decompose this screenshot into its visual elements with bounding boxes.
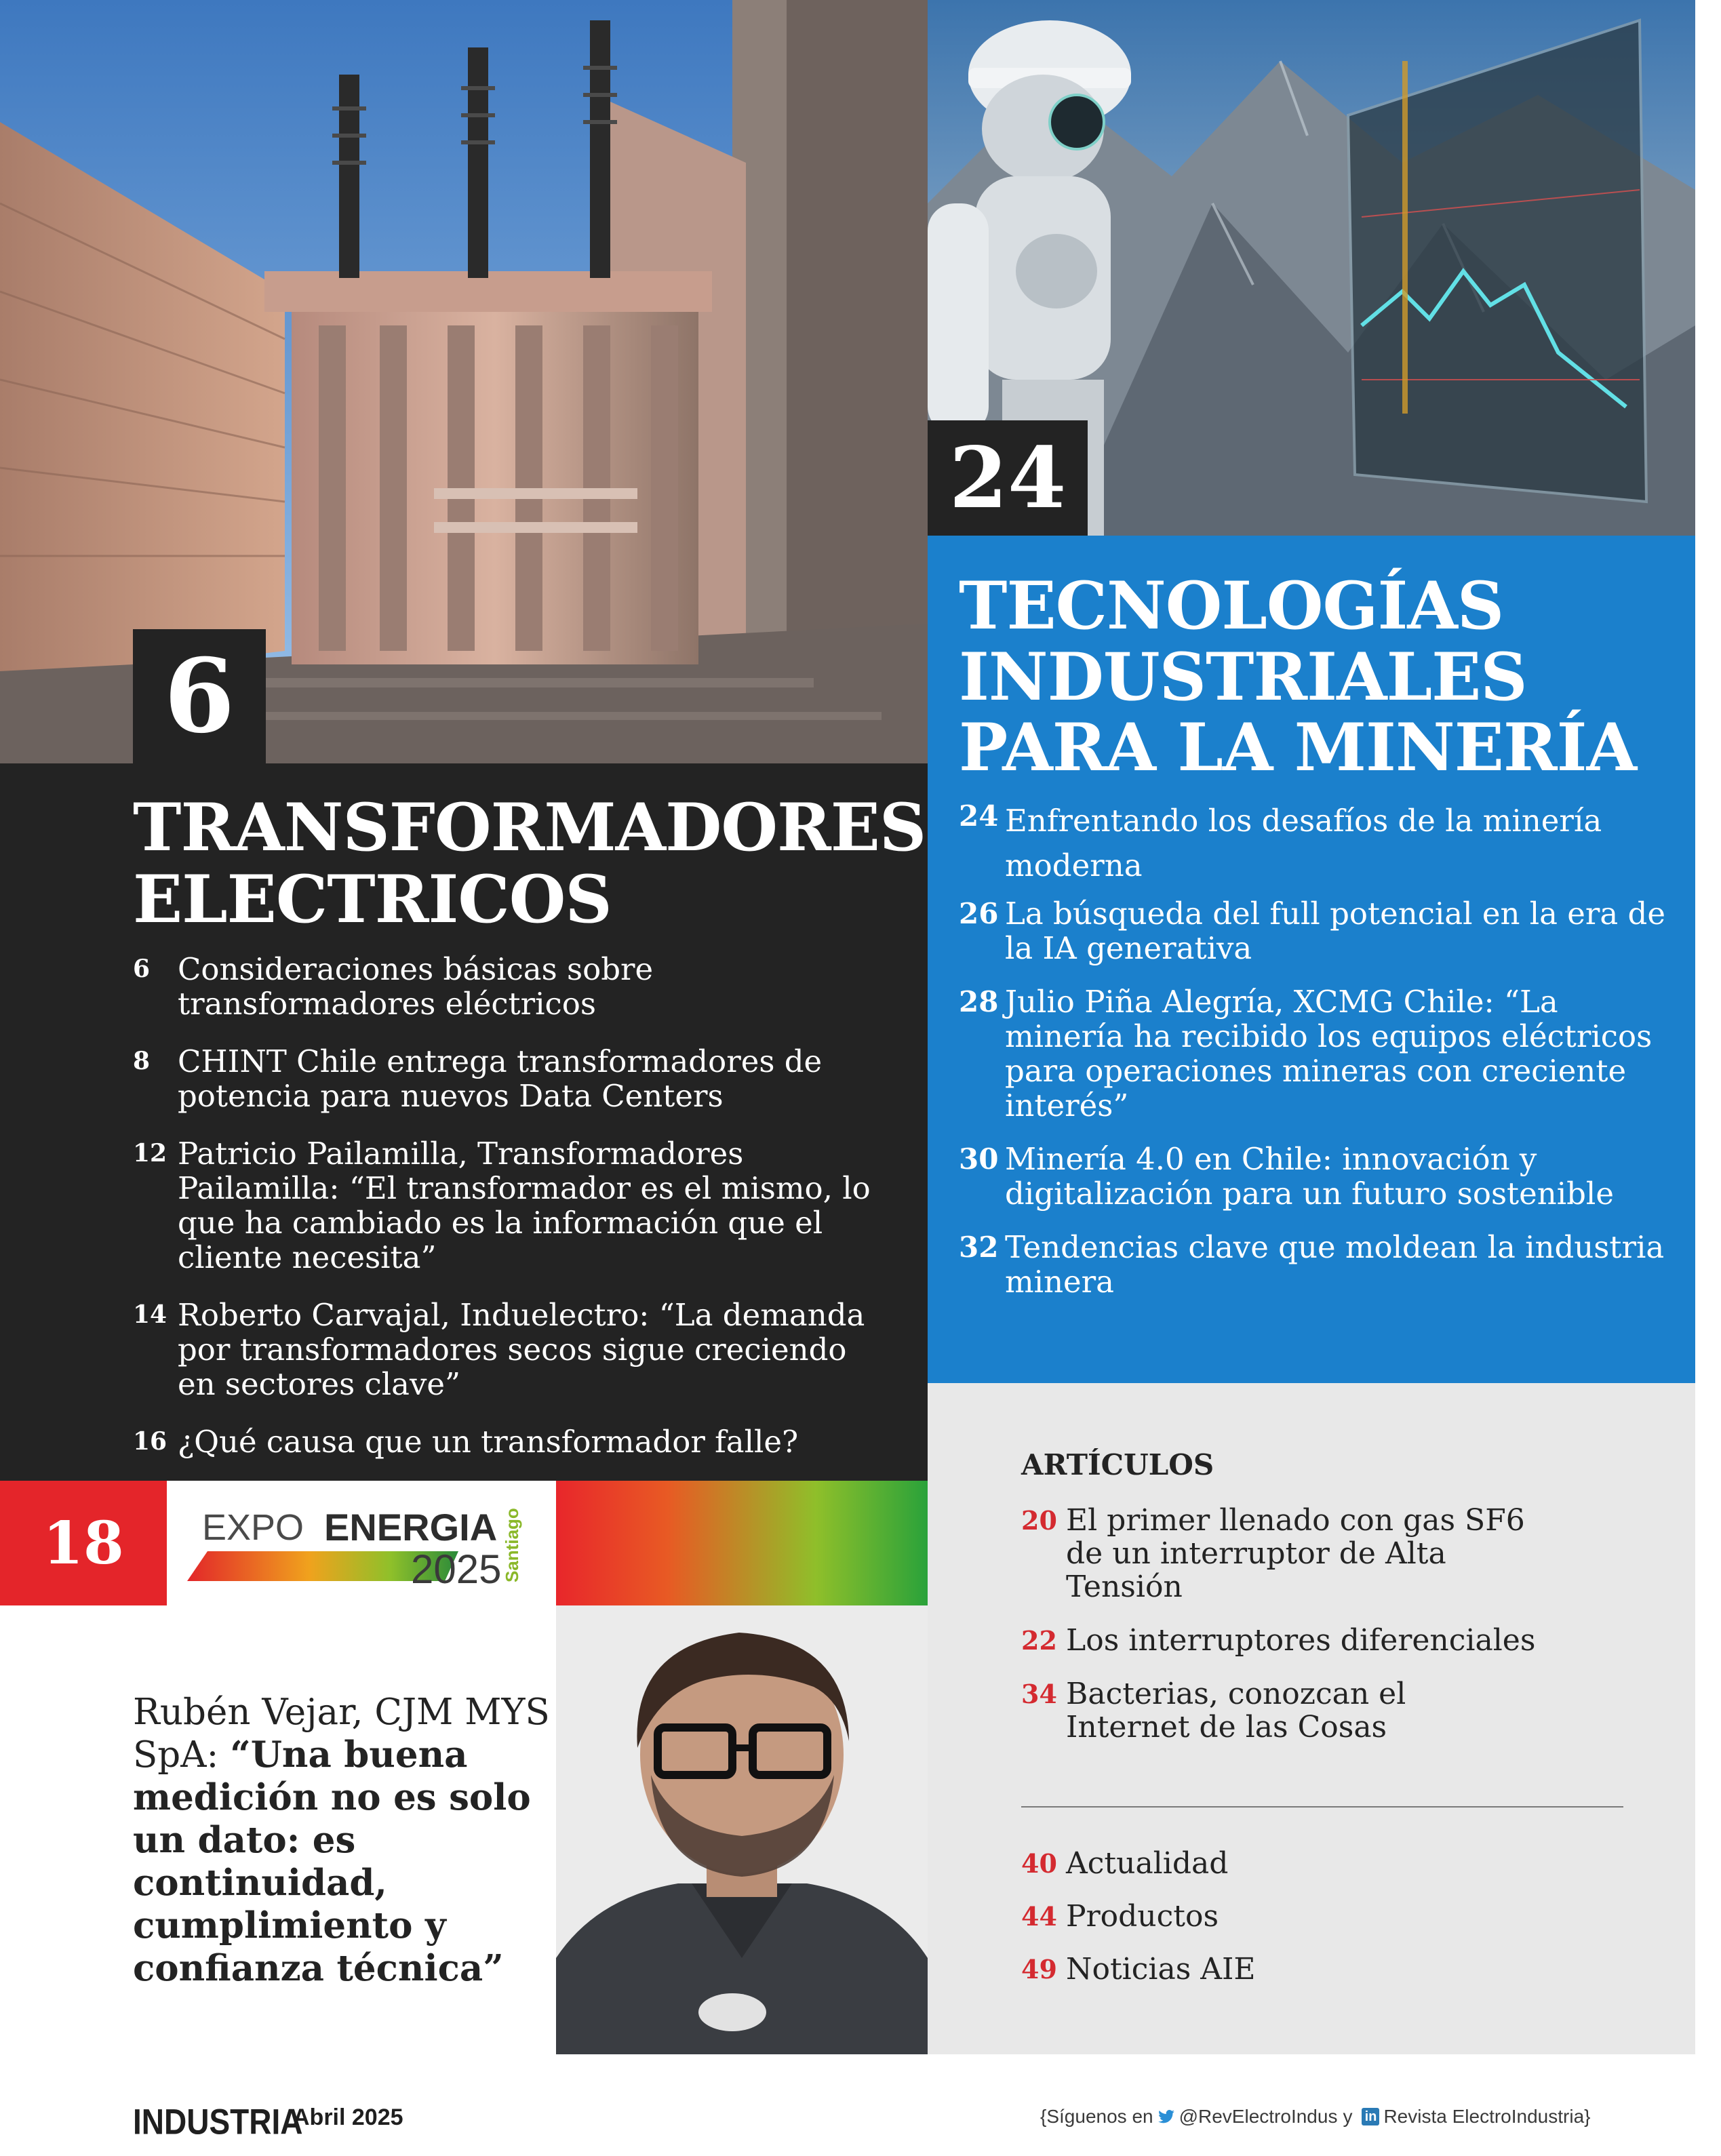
twitter-icon <box>1158 2108 1175 2125</box>
toc-page-number: 24 <box>959 799 999 833</box>
toc-item-title: Bacterias, conozcan el Internet de las Cosas <box>1066 1677 1406 1744</box>
section-page-number: 6 <box>133 629 266 763</box>
section-page-number: 24 <box>928 420 1088 536</box>
toc-page-number: 44 <box>1021 1901 1057 1932</box>
toc-item[interactable] <box>1021 1504 1537 1603</box>
toc-item[interactable] <box>133 952 879 1021</box>
toc-page-number: 14 <box>133 1300 167 1329</box>
toc-item[interactable] <box>959 1142 1678 1211</box>
toc-page-number: 16 <box>133 1427 167 1456</box>
title-line: ELECTRICOS <box>133 860 612 938</box>
toc-item-title: Consideraciones básicas sobre transformadores eléctricos <box>178 951 654 1022</box>
toc-page-number: 20 <box>1021 1505 1057 1536</box>
interview-lead: Rubén Vejar, CJM MYS SpA: <box>133 1692 550 1776</box>
twitter-handle[interactable]: @RevElectroIndus <box>1179 2106 1338 2127</box>
sections-toc <box>1021 1847 1537 2005</box>
toc-item[interactable] <box>959 799 1678 888</box>
toc-item-title: Los interruptores diferenciales <box>1066 1623 1536 1658</box>
interview-quote[interactable] <box>133 1691 553 1990</box>
toc-item-title: El primer llenado con gas SF6 de un interruptor de Alta Tensión <box>1066 1503 1525 1604</box>
title-line: PARA LA MINERÍA <box>959 709 1637 786</box>
toc-item[interactable] <box>1021 1847 1537 1880</box>
toc-item-title: Roberto Carvajal, Induelectro: “La demanda por transformadores secos sigue creciendo en sectores clave” <box>178 1297 865 1402</box>
toc-page-number: 12 <box>133 1139 167 1167</box>
toc-page-number: 28 <box>959 985 999 1018</box>
expo-energia-logo[interactable] <box>167 1481 556 1605</box>
toc-item-title: Minería 4.0 en Chile: innovación y digitalización para un futuro sostenible <box>1005 1141 1614 1212</box>
toc-item[interactable] <box>959 1230 1678 1299</box>
toc-page-number: 6 <box>133 955 151 983</box>
toc-item[interactable] <box>133 1298 879 1401</box>
toc-page-number: 34 <box>1021 1679 1057 1709</box>
toc-item-title: Noticias AIE <box>1066 1952 1256 1987</box>
toc-item[interactable] <box>959 984 1678 1123</box>
toc-item[interactable] <box>1021 1677 1537 1744</box>
logo-year: 2025 <box>411 1546 502 1592</box>
toc-page-number: 49 <box>1021 1954 1057 1984</box>
toc-page-number: 30 <box>959 1142 999 1176</box>
social-links <box>1040 2106 1591 2128</box>
magazine-logo: INDUSTRIA <box>133 2101 303 2142</box>
toc-item-title: Enfrentando los desafíos de la minería moderna <box>1005 803 1602 883</box>
toc-page-number: 8 <box>133 1047 151 1075</box>
interview-quote-text: “Una buena medición no es solo un dato: es continuidad, cumplimiento y confianza técnica” <box>133 1734 531 1989</box>
divider <box>1021 1806 1623 1808</box>
transformers-toc <box>133 952 879 1482</box>
linkedin-icon: in <box>1362 2108 1379 2125</box>
mining-toc <box>959 799 1678 1318</box>
toc-item-title: La búsqueda del full potencial en la era de la IA generativa <box>1005 896 1665 966</box>
articles-toc <box>1021 1504 1537 1764</box>
page-margin <box>1695 0 1721 2054</box>
toc-item[interactable] <box>133 1424 879 1459</box>
toc-item[interactable] <box>1021 1900 1537 1933</box>
toc-item-title: Julio Piña Alegría, XCMG Chile: “La minería ha recibido los equipos eléctricos para operaciones mineras con creciente interés” <box>1005 984 1653 1123</box>
issue-date: Abril 2025 <box>293 2104 403 2130</box>
toc-page-number: 26 <box>959 897 999 930</box>
toc-page-number: 40 <box>1021 1848 1057 1879</box>
toc-item-title: Actualidad <box>1066 1846 1229 1881</box>
title-line: TECNOLOGÍAS <box>959 567 1504 644</box>
interviewee-photo <box>556 1605 928 2054</box>
toc-item-title: Tendencias clave que moldean la industria minera <box>1005 1229 1665 1300</box>
toc-page-number: 22 <box>1021 1625 1057 1656</box>
expo-page-number: 18 <box>0 1481 167 1605</box>
linkedin-name[interactable]: Revista ElectroIndustria} <box>1383 2106 1591 2127</box>
logo-word: EXPO <box>202 1507 304 1548</box>
logo-city: Santiago <box>502 1508 522 1582</box>
mining-section-title <box>959 567 1691 786</box>
social-prefix: {Síguenos en <box>1040 2106 1153 2127</box>
title-line: TRANSFORMADORES <box>133 789 926 866</box>
transformers-section-title <box>133 789 926 938</box>
logo-word: ENERGIA <box>324 1506 498 1549</box>
toc-item[interactable] <box>133 1044 879 1113</box>
toc-page-number: 32 <box>959 1231 999 1264</box>
toc-item-title: Productos <box>1066 1899 1219 1934</box>
toc-item[interactable] <box>133 1136 879 1275</box>
expo-color-band <box>556 1481 928 1605</box>
articles-heading: ARTÍCULOS <box>1021 1448 1214 1481</box>
social-join: y <box>1343 2106 1353 2127</box>
title-line: INDUSTRIALES <box>959 638 1527 715</box>
toc-item[interactable] <box>1021 1624 1537 1657</box>
toc-item[interactable] <box>959 896 1678 965</box>
toc-item-title: CHINT Chile entrega transformadores de potencia para nuevos Data Centers <box>178 1043 823 1114</box>
toc-item-title: Patricio Pailamilla, Transformadores Pailamilla: “El transformador es el mismo, lo que ha cambiado es la información que el cliente necesita” <box>178 1136 871 1275</box>
toc-item[interactable] <box>1021 1953 1537 1986</box>
toc-item-title: ¿Qué causa que un transformador falle? <box>178 1424 799 1460</box>
